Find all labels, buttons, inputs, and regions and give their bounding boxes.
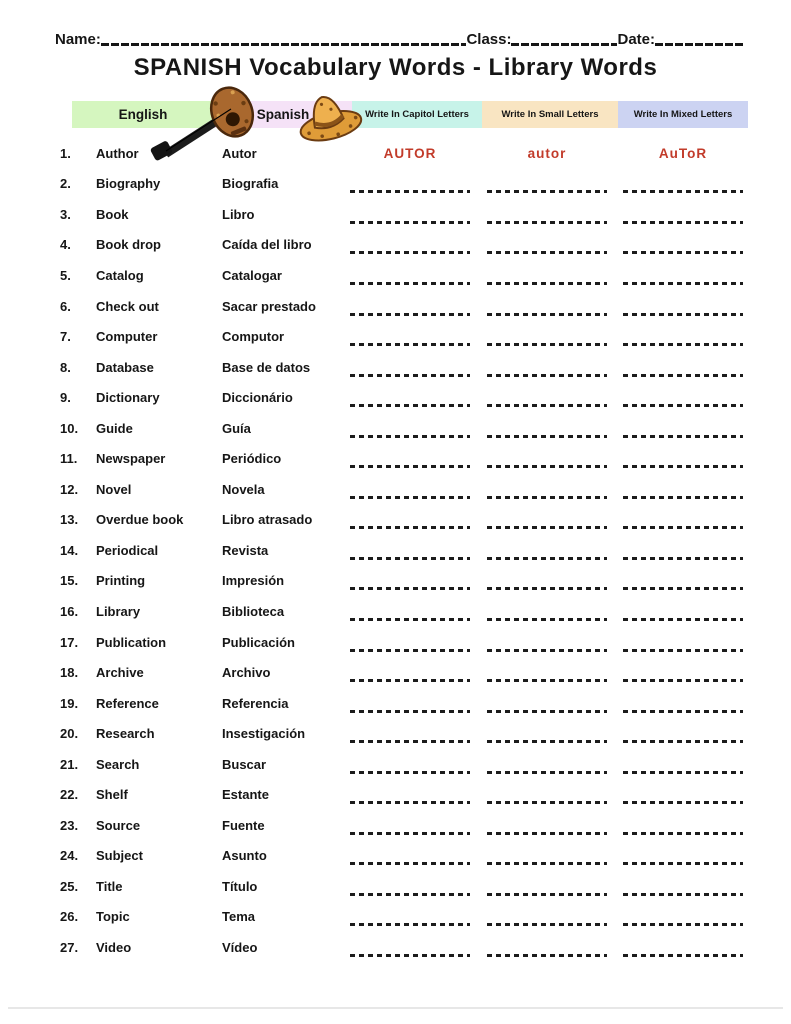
- row-number: 3.: [60, 206, 71, 222]
- table-row: [0, 138, 791, 169]
- blank-line-mixed-letters: [623, 587, 743, 590]
- spanish-word: Periódico: [222, 451, 282, 467]
- blank-line-small-letters: [487, 710, 607, 713]
- blank-line-small-letters: [487, 251, 607, 254]
- name-label: Name:: [55, 31, 101, 48]
- guitar-icon: [150, 82, 262, 168]
- spanish-word: Catalogar: [222, 267, 282, 283]
- row-number: 13.: [60, 512, 79, 528]
- blank-line-capital-letters: [350, 801, 470, 804]
- example-small-letters: autor: [527, 145, 567, 161]
- english-word: Shelf: [96, 787, 128, 803]
- sombrero-icon: [292, 86, 366, 146]
- spanish-word: Libro atrasado: [222, 512, 313, 528]
- table-row: [0, 413, 791, 444]
- blank-line-small-letters: [487, 313, 607, 316]
- blank-line-small-letters: [487, 832, 607, 835]
- spanish-word: Novela: [222, 481, 265, 497]
- blank-line-small-letters: [487, 343, 607, 346]
- column-header-write-in-mixed-letters: [618, 101, 748, 128]
- spanish-word: Referencia: [222, 695, 289, 711]
- spanish-word: Biografia: [222, 176, 279, 192]
- blank-line-capital-letters: [350, 374, 470, 377]
- blank-line-small-letters: [487, 282, 607, 285]
- table-row: [0, 352, 791, 383]
- english-word: Periodical: [96, 542, 159, 558]
- english-word: Source: [96, 817, 141, 833]
- class-label: Class:: [466, 31, 512, 48]
- table-row: [0, 932, 791, 963]
- blank-line-small-letters: [487, 557, 607, 560]
- spanish-word: Asunto: [222, 848, 267, 864]
- blank-line-mixed-letters: [623, 893, 743, 896]
- blank-line-capital-letters: [350, 587, 470, 590]
- column-header-label: Write In Mixed Letters: [633, 109, 733, 120]
- spanish-word: Archivo: [222, 665, 271, 681]
- spanish-word: Publicación: [222, 634, 295, 650]
- table-row: [0, 230, 791, 261]
- row-number: 7.: [60, 329, 71, 345]
- date-label: Date:: [617, 31, 655, 48]
- blank-line-small-letters: [487, 496, 607, 499]
- spanish-word: Revista: [222, 542, 269, 558]
- row-number: 11.: [60, 451, 78, 467]
- blank-line-mixed-letters: [623, 221, 743, 224]
- table-row: [0, 535, 791, 566]
- english-word: Computer: [96, 329, 158, 345]
- spanish-word: Biblioteca: [222, 603, 285, 619]
- row-number: 2.: [60, 176, 71, 192]
- blank-line-mixed-letters: [623, 343, 743, 346]
- table-row: [0, 566, 791, 597]
- example-capital-letters: AUTOR: [383, 145, 437, 161]
- english-word: Topic: [96, 909, 130, 925]
- table-row: [0, 596, 791, 627]
- table-row: [0, 657, 791, 688]
- blank-line-mixed-letters: [623, 465, 743, 468]
- column-header-write-in-small-letters: [482, 101, 618, 128]
- row-number: 22.: [60, 787, 79, 803]
- blank-line-mixed-letters: [623, 679, 743, 682]
- blank-line-small-letters: [487, 771, 607, 774]
- blank-line-capital-letters: [350, 190, 470, 193]
- blank-line-capital-letters: [350, 251, 470, 254]
- row-number: 4.: [60, 237, 71, 253]
- spanish-word: Título: [222, 878, 258, 894]
- blank-line-small-letters: [487, 374, 607, 377]
- blank-line-mixed-letters: [623, 496, 743, 499]
- spanish-word: Insestigación: [222, 726, 306, 742]
- english-word: Database: [96, 359, 154, 375]
- spanish-word: Buscar: [222, 756, 267, 772]
- column-header-label: Spanish: [256, 107, 310, 122]
- blank-line-small-letters: [487, 404, 607, 407]
- row-number: 20.: [60, 726, 79, 742]
- blank-line-mixed-letters: [623, 954, 743, 957]
- english-word: Biography: [96, 176, 161, 192]
- blank-line-mixed-letters: [623, 771, 743, 774]
- spanish-word: Diccionário: [222, 390, 293, 406]
- spanish-word: Computor: [222, 329, 285, 345]
- example-mixed-letters: AuToR: [658, 145, 708, 161]
- blank-line-mixed-letters: [623, 190, 743, 193]
- blank-line-small-letters: [487, 862, 607, 865]
- blank-line-capital-letters: [350, 313, 470, 316]
- page-title: SPANISH Vocabulary Words - Library Words: [133, 54, 658, 81]
- spanish-word: Estante: [222, 787, 269, 803]
- blank-line-capital-letters: [350, 923, 470, 926]
- vocab-table-rows: [0, 138, 791, 963]
- english-word: Research: [96, 726, 155, 742]
- table-row: [0, 627, 791, 658]
- table-row: [0, 688, 791, 719]
- blank-line-capital-letters: [350, 893, 470, 896]
- row-number: 19.: [60, 695, 79, 711]
- blank-line-capital-letters: [350, 526, 470, 529]
- blank-line-small-letters: [487, 954, 607, 957]
- table-row: [0, 871, 791, 902]
- english-word: Author: [96, 145, 139, 161]
- blank-line-mixed-letters: [623, 313, 743, 316]
- row-number: 15.: [60, 573, 79, 589]
- row-number: 1.: [60, 145, 71, 161]
- row-number: 16.: [60, 603, 79, 619]
- english-word: Search: [96, 756, 140, 772]
- row-number: 14.: [60, 542, 79, 558]
- row-number: 24.: [60, 848, 79, 864]
- blank-line-small-letters: [487, 435, 607, 438]
- english-word: Novel: [96, 481, 132, 497]
- english-word: Title: [96, 878, 123, 894]
- english-word: Archive: [96, 665, 144, 681]
- spanish-word: Base de datos: [222, 359, 311, 375]
- spanish-word: Caída del libro: [222, 237, 312, 253]
- name-blank-line: [101, 43, 467, 46]
- english-word: Catalog: [96, 267, 144, 283]
- blank-line-mixed-letters: [623, 282, 743, 285]
- column-header-write-in-capitol-letters: [352, 101, 482, 128]
- row-number: 17.: [60, 634, 79, 650]
- blank-line-capital-letters: [350, 862, 470, 865]
- blank-line-capital-letters: [350, 221, 470, 224]
- blank-line-capital-letters: [350, 343, 470, 346]
- row-number: 23.: [60, 817, 79, 833]
- blank-line-capital-letters: [350, 496, 470, 499]
- table-row: [0, 718, 791, 749]
- row-number: 6.: [60, 298, 71, 314]
- table-row: [0, 841, 791, 872]
- blank-line-mixed-letters: [623, 649, 743, 652]
- blank-line-mixed-letters: [623, 404, 743, 407]
- blank-line-capital-letters: [350, 557, 470, 560]
- blank-line-small-letters: [487, 649, 607, 652]
- spanish-word: Fuente: [222, 817, 265, 833]
- table-row: [0, 260, 791, 291]
- blank-line-capital-letters: [350, 740, 470, 743]
- english-word: Publication: [96, 634, 167, 650]
- row-number: 26.: [60, 909, 79, 925]
- table-row: [0, 291, 791, 322]
- blank-line-mixed-letters: [623, 740, 743, 743]
- blank-line-mixed-letters: [623, 618, 743, 621]
- table-row: [0, 902, 791, 933]
- blank-line-mixed-letters: [623, 832, 743, 835]
- blank-line-mixed-letters: [623, 801, 743, 804]
- english-word: Dictionary: [96, 390, 160, 406]
- english-word: Book drop: [96, 237, 161, 253]
- english-word: Guide: [96, 420, 133, 436]
- blank-line-small-letters: [487, 893, 607, 896]
- spanish-word: Impresión: [222, 573, 285, 589]
- table-row: [0, 199, 791, 230]
- english-word: Printing: [96, 573, 146, 589]
- row-number: 25.: [60, 878, 79, 894]
- blank-line-capital-letters: [350, 954, 470, 957]
- row-number: 8.: [60, 359, 71, 375]
- class-blank-line: [511, 43, 617, 46]
- english-word: Overdue book: [96, 512, 184, 528]
- table-row: [0, 474, 791, 505]
- table-row: [0, 321, 791, 352]
- english-word: Book: [96, 206, 129, 222]
- blank-line-small-letters: [487, 679, 607, 682]
- blank-line-capital-letters: [350, 771, 470, 774]
- row-number: 10.: [60, 420, 79, 436]
- blank-line-small-letters: [487, 740, 607, 743]
- row-number: 21.: [60, 756, 79, 772]
- spanish-word: Libro: [222, 206, 255, 222]
- blank-line-small-letters: [487, 221, 607, 224]
- english-word: Check out: [96, 298, 159, 314]
- blank-line-small-letters: [487, 587, 607, 590]
- spanish-word: Guía: [222, 420, 251, 436]
- table-row: [0, 779, 791, 810]
- blank-line-small-letters: [487, 923, 607, 926]
- blank-line-small-letters: [487, 618, 607, 621]
- row-number: 18.: [60, 665, 79, 681]
- row-number: 9.: [60, 390, 71, 406]
- blank-line-capital-letters: [350, 679, 470, 682]
- blank-line-capital-letters: [350, 282, 470, 285]
- english-word: Subject: [96, 848, 143, 864]
- blank-line-small-letters: [487, 801, 607, 804]
- blank-line-capital-letters: [350, 404, 470, 407]
- row-number: 12.: [60, 481, 79, 497]
- blank-line-mixed-letters: [623, 251, 743, 254]
- table-row: [0, 169, 791, 200]
- blank-line-mixed-letters: [623, 710, 743, 713]
- spanish-word: Autor: [222, 145, 257, 161]
- table-row: [0, 443, 791, 474]
- table-row: [0, 749, 791, 780]
- blank-line-mixed-letters: [623, 374, 743, 377]
- spanish-word: Vídeo: [222, 939, 258, 955]
- blank-line-mixed-letters: [623, 526, 743, 529]
- english-word: Library: [96, 603, 141, 619]
- blank-line-mixed-letters: [623, 435, 743, 438]
- blank-line-mixed-letters: [623, 923, 743, 926]
- column-header-label: English: [118, 107, 168, 122]
- blank-line-small-letters: [487, 526, 607, 529]
- blank-line-capital-letters: [350, 832, 470, 835]
- blank-line-small-letters: [487, 465, 607, 468]
- blank-line-capital-letters: [350, 618, 470, 621]
- spanish-word: Sacar prestado: [222, 298, 316, 314]
- column-header-label: Write In Small Letters: [501, 109, 599, 120]
- blank-line-capital-letters: [350, 649, 470, 652]
- table-row: [0, 382, 791, 413]
- english-word: Video: [96, 939, 132, 955]
- table-row: [0, 810, 791, 841]
- row-number: 27.: [60, 939, 79, 955]
- blank-line-capital-letters: [350, 465, 470, 468]
- blank-line-mixed-letters: [623, 862, 743, 865]
- spanish-word: Tema: [222, 909, 255, 925]
- blank-line-mixed-letters: [623, 557, 743, 560]
- blank-line-capital-letters: [350, 435, 470, 438]
- blank-line-small-letters: [487, 190, 607, 193]
- table-row: [0, 505, 791, 536]
- date-blank-line: [655, 43, 745, 46]
- english-word: Newspaper: [96, 451, 166, 467]
- blank-line-capital-letters: [350, 710, 470, 713]
- name-class-date-line: [55, 28, 745, 48]
- page-edge-line: [8, 1007, 783, 1009]
- english-word: Reference: [96, 695, 159, 711]
- row-number: 5.: [60, 267, 71, 283]
- column-header-label: Write In Capitol Letters: [365, 109, 469, 120]
